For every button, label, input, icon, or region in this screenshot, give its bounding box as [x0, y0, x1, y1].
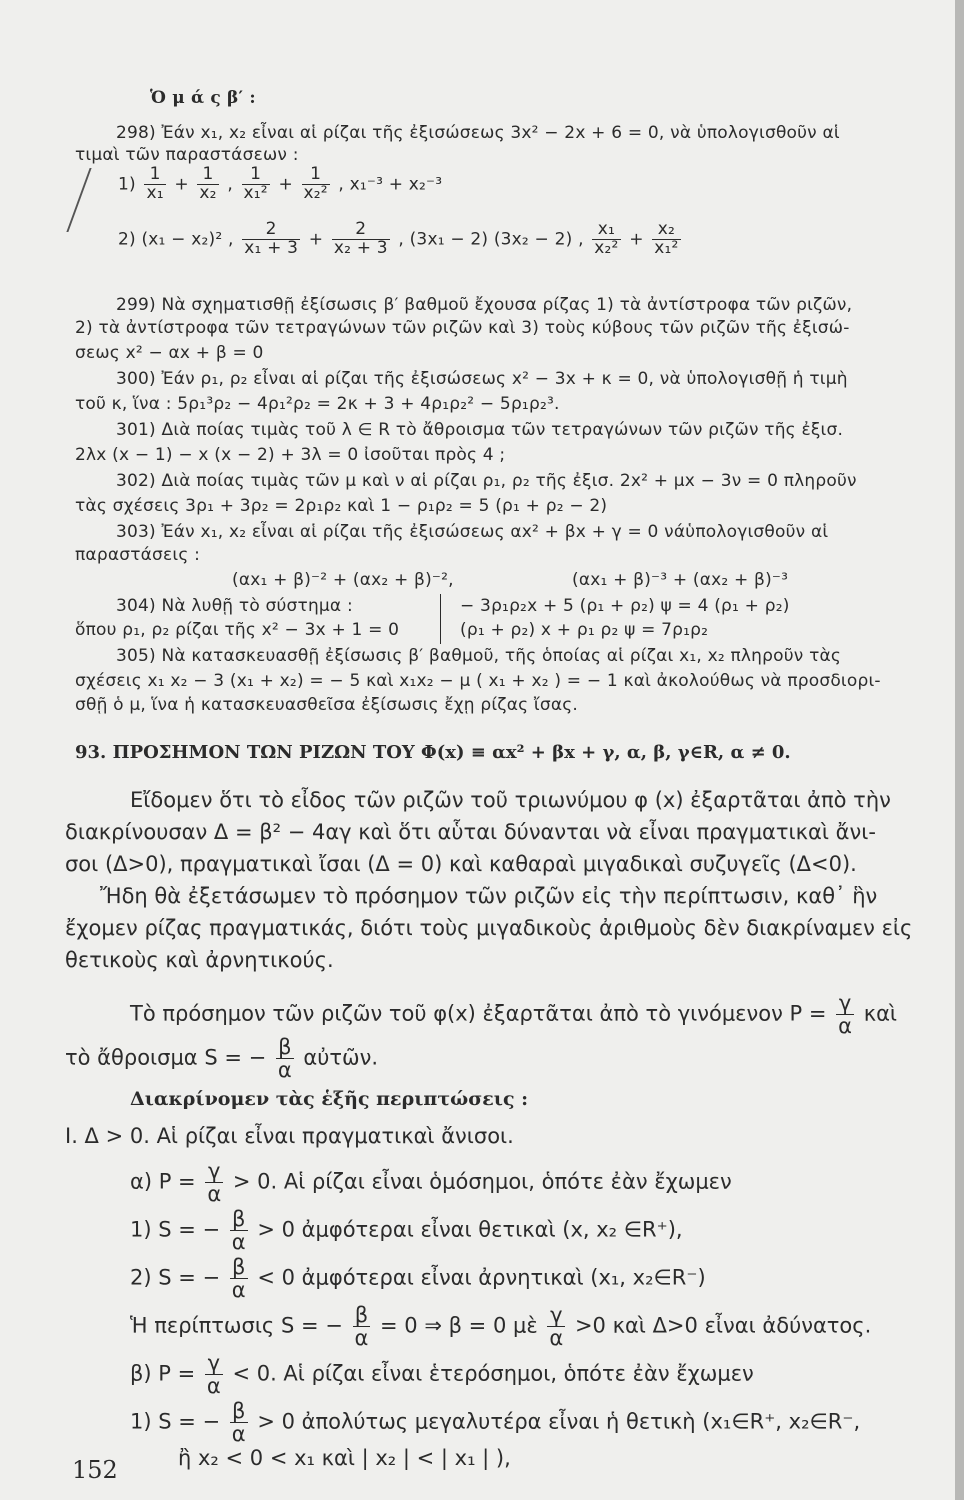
section-heading: 93. ΠΡΟΣΗΜΟΝ ΤΩΝ ΡΙΖΩΝ ΤΟΥ Φ(x) ≡ αx² + βx + γ, α, β, γ∈R, α ≠ 0. — [75, 742, 791, 763]
ex303-expr1: (αx₁ + β)⁻² + (αx₂ + β)⁻², — [232, 570, 454, 590]
ex304-eq1: − 3ρ₁ρ₂x + 5 (ρ₁ + ρ₂) ψ = 4 (ρ₁ + ρ₂) — [460, 596, 790, 616]
case-a: α) P = $\frac{\gamma}{\alpha}$ > 0. Αἱ ρίζαι εἶναι ὁμόσημοι, ὁπότε ἐὰν ἔχωμεν — [130, 1159, 732, 1207]
case-b: β) P = $\frac{\gamma}{\alpha}$ < 0. Αἱ ρίζαι εἶναι ἑτερόσημοι, ὁπότε ἐὰν ἔχωμεν — [130, 1351, 754, 1399]
case-b1: 1) S = − $\frac{\beta}{\alpha}$ > 0 ἀπολύτως μεγαλυτέρα εἶναι ἡ θετικὴ (x₁∈R⁺, x₂∈R⁻, — [130, 1399, 861, 1447]
ex305-line1: 305) Νὰ κατασκευασθῇ ἐξίσωσις β′ βαθμοῦ, τῆς ὁποίας αἱ ρίζαι x₁, x₂ πληροῦν τὰς — [116, 646, 842, 666]
ex302-line1: 302) Διὰ ποίας τιμὰς τῶν μ καὶ ν αἱ ρίζαι ρ₁, ρ₂ τῆς ἐξισ. 2x² + μx − 3ν = 0 πληροῦν — [116, 471, 857, 491]
pencil-bracket-mark — [66, 168, 111, 232]
ex299-line2: 2) τὰ ἀντίστροφα τῶν τετραγώνων τῶν ριζῶν καὶ 3) τοὺς κύβους τῶν ριζῶν τῆς ἐξισώ- — [75, 318, 850, 338]
para2-line1: Τὸ πρόσημον τῶν ριζῶν τοῦ φ(x) ἐξαρτᾶται ἀπὸ τὸ γινόμενον P = $\frac{\gamma}{\alpha}$ καὶ — [130, 991, 898, 1039]
system-bar — [440, 594, 441, 644]
ex305-line2: σχέσεις x₁ x₂ − 3 (x₁ + x₂) = − 5 καὶ x₁x₂ − μ ( x₁ + x₂ ) = − 1 καὶ ἀκολούθως νὰ προσδιορι- — [75, 671, 881, 691]
para1-line2: διακρίνουσαν Δ = β² − 4αγ καὶ ὅτι αὗται δύνανται νὰ εἶναι πραγματικαὶ ἄνι- — [65, 820, 876, 844]
ex298-formula-2: 2) (x₁ − x₂)² , $\frac{2}{\text{x₁ + 3}}$ + $\frac{2}{\text{x₂ + 3}}$ , (3x₁ − 2) (3x₂ − 2) , $\frac{\text{x₁}}{\text{x₂²}}$ + $\frac{\text{x₂}}{\text{x₁²}}$ — [118, 219, 679, 258]
ex304-line2: ὅπου ρ₁, ρ₂ ρίζαι τῆς x² − 3x + 1 = 0 — [75, 620, 400, 640]
ex299-line3: σεως x² − αx + β = 0 — [75, 343, 264, 363]
ex298-line1: 298) Ἐάν x₁, x₂ εἶναι αἱ ρίζαι τῆς ἐξισώσεως 3x² − 2x + 6 = 0, νὰ ὑπολογισθοῦν αἱ — [116, 123, 840, 143]
case-I: I. Δ > 0. Αἱ ρίζαι εἶναι πραγματικαὶ ἄνισοι. — [65, 1124, 514, 1148]
ex305-line3: σθῇ ὁ μ, ἵνα ἡ κατασκευασθεῖσα ἐξίσωσις ἔχῃ ρίζας ἴσας. — [75, 695, 579, 715]
para1-line4: Ἤδη θὰ ἐξετάσωμεν τὸ πρόσημον τῶν ριζῶν εἰς τὴν περίπτωσιν, καθ᾽ ἣν — [100, 884, 878, 908]
para2-line2: τὸ ἄθροισμα S = − $\frac{\beta}{\alpha}$ αὐτῶν. — [65, 1035, 379, 1083]
ex300-line1: 300) Ἐάν ρ₁, ρ₂ εἶναι αἱ ρίζαι τῆς ἐξισώσεως x² − 3x + κ = 0, νὰ ὑπολογισθῇ ἡ τιμὴ — [116, 369, 848, 389]
page-edge-shadow — [955, 0, 964, 1500]
ex301-line1: 301) Διὰ ποίας τιμὰς τοῦ λ ∈ R τὸ ἄθροισμα τῶν τετραγώνων τῶν ριζῶν τῆς ἐξισ. — [116, 420, 844, 440]
page-number: 152 — [72, 1456, 118, 1484]
case-a2: 2) S = − $\frac{\beta}{\alpha}$ < 0 ἀμφότεραι εἶναι ἀρνητικαὶ (x₁, x₂∈R⁻) — [130, 1255, 706, 1303]
para1-line5: ἔχομεν ρίζας πραγματικάς, διότι τοὺς μιγαδικοὺς ἀριθμοὺς δὲν διακρίναμεν εἰς — [65, 916, 913, 940]
ex298-line2: τιμαὶ τῶν παραστάσεων : — [75, 145, 299, 165]
case-b1-cont: ἢ x₂ < 0 < x₁ καὶ | x₂ | < | x₁ | ), — [178, 1446, 511, 1470]
group-header: Ὁ μ ά ς β′ : — [150, 88, 256, 108]
cases-heading: Διακρίνομεν τὰς ἑξῆς περιπτώσεις : — [130, 1088, 529, 1110]
ex299-line1: 299) Νὰ σχηματισθῇ ἐξίσωσις β′ βαθμοῦ ἔχουσα ρίζας 1) τὰ ἀντίστροφα τῶν ριζῶν, — [116, 295, 853, 315]
ex302-line2: τὰς σχέσεις 3ρ₁ + 3ρ₂ = 2ρ₁ρ₂ καὶ 1 − ρ₁ρ₂ = 5 (ρ₁ + ρ₂ − 2) — [75, 496, 608, 516]
ex301-line2: 2λx (x − 1) − x (x − 2) + 3λ = 0 ἰσοῦται πρὸς 4 ; — [75, 445, 506, 465]
ex303-line2: παραστάσεις : — [75, 545, 201, 565]
case-s0: Ἡ περίπτωσις S = − $\frac{\beta}{\alpha}$ = 0 ⇒ β = 0 μὲ $\frac{\gamma}{\alpha}$ >0 καὶ Δ>0 εἶναι ἀδύνατος. — [130, 1303, 872, 1351]
para1-line3: σοι (Δ>0), πραγματικαὶ ἴσαι (Δ = 0) καὶ καθαραὶ μιγαδικαὶ συζυγεῖς (Δ<0). — [65, 852, 857, 876]
ex304-line1: 304) Νὰ λυθῇ τὸ σύστημα : — [116, 596, 353, 616]
para1-line1: Εἴδομεν ὅτι τὸ εἶδος τῶν ριζῶν τοῦ τριωνύμου φ (x) ἐξαρτᾶται ἀπὸ τὴν — [130, 788, 891, 812]
ex303-line1: 303) Ἐάν x₁, x₂ εἶναι αἱ ρίζαι τῆς ἐξισώσεως αx² + βx + γ = 0 νάὑπολογισθοῦν αἱ — [116, 522, 829, 542]
case-a1: 1) S = − $\frac{\beta}{\alpha}$ > 0 ἀμφότεραι εἶναι θετικαὶ (x, x₂ ∈R⁺), — [130, 1207, 683, 1255]
ex300-line2: τοῦ κ, ἵνα : 5ρ₁³ρ₂ − 4ρ₁²ρ₂ = 2κ + 3 + 4ρ₁ρ₂² − 5ρ₁ρ₂³. — [75, 394, 560, 414]
ex304-eq2: (ρ₁ + ρ₂) x + ρ₁ ρ₂ ψ = 7ρ₁ρ₂ — [460, 620, 709, 640]
ex298-formula-1: 1) $\frac{1}{\text{x₁}}$ + $\frac{1}{\text{x₂}}$ , $\frac{1}{\text{x₁²}}$ + $\frac{1}{\text{x₂²}}$ , x₁⁻³ + x₂⁻³ — [118, 164, 443, 203]
ex303-expr2: (αx₁ + β)⁻³ + (αx₂ + β)⁻³ — [572, 570, 789, 590]
para1-line6: θετικοὺς καὶ ἀρνητικούς. — [65, 948, 334, 972]
